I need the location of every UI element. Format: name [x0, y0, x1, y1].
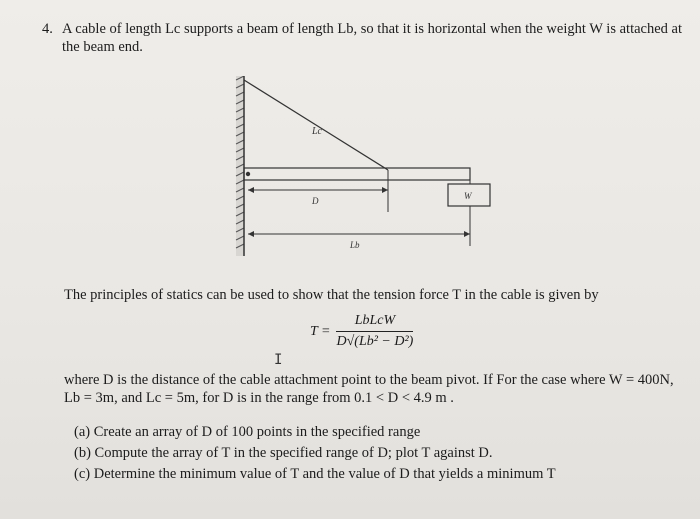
where-line-2: Lb = 3m, and Lc = 5m, for D is in the range from 0.1 < D < 4.9 m . — [64, 390, 454, 406]
principles-text: The principles of statics can be used to show that the tension force T in the cable is given by — [64, 287, 599, 303]
cable-line — [244, 80, 388, 170]
text-cursor: I — [274, 352, 283, 368]
beam-diagram — [232, 76, 502, 266]
weight-label: W — [464, 191, 472, 201]
d-label: D — [312, 196, 319, 206]
problem-line-1: A cable of length Lc supports a beam of length Lb, so that it is horizontal when the weight W is attached at — [62, 21, 682, 37]
task-item: (b) Compute the array of T in the specified range of D; plot T against D. — [74, 445, 493, 461]
problem-line-2: the beam end. — [62, 39, 143, 55]
where-text — [64, 371, 684, 407]
where-line-1: where D is the distance of the cable attachment point to the beam pivot. If For the case where W = 400N, — [64, 372, 674, 388]
pivot — [246, 172, 250, 176]
wall-hatching — [236, 76, 244, 256]
task-list — [74, 422, 674, 485]
equation-numerator: LbLcW — [354, 313, 396, 328]
equation-lhs: T = — [310, 323, 331, 339]
task-item: (a) Create an array of D of 100 points in the specified range — [74, 424, 421, 440]
problem-number: 4. — [42, 21, 53, 37]
cable-label: Lc — [312, 126, 322, 137]
beam-length-label: Lb — [350, 240, 360, 250]
problem-statement — [42, 20, 682, 56]
equation-denominator: D√(Lb² − D²) — [336, 334, 414, 349]
task-item: (c) Determine the minimum value of T and the value of D that yields a minimum T — [74, 466, 556, 482]
tension-equation — [310, 313, 413, 350]
beam — [244, 168, 470, 180]
equation-fraction — [336, 313, 413, 350]
